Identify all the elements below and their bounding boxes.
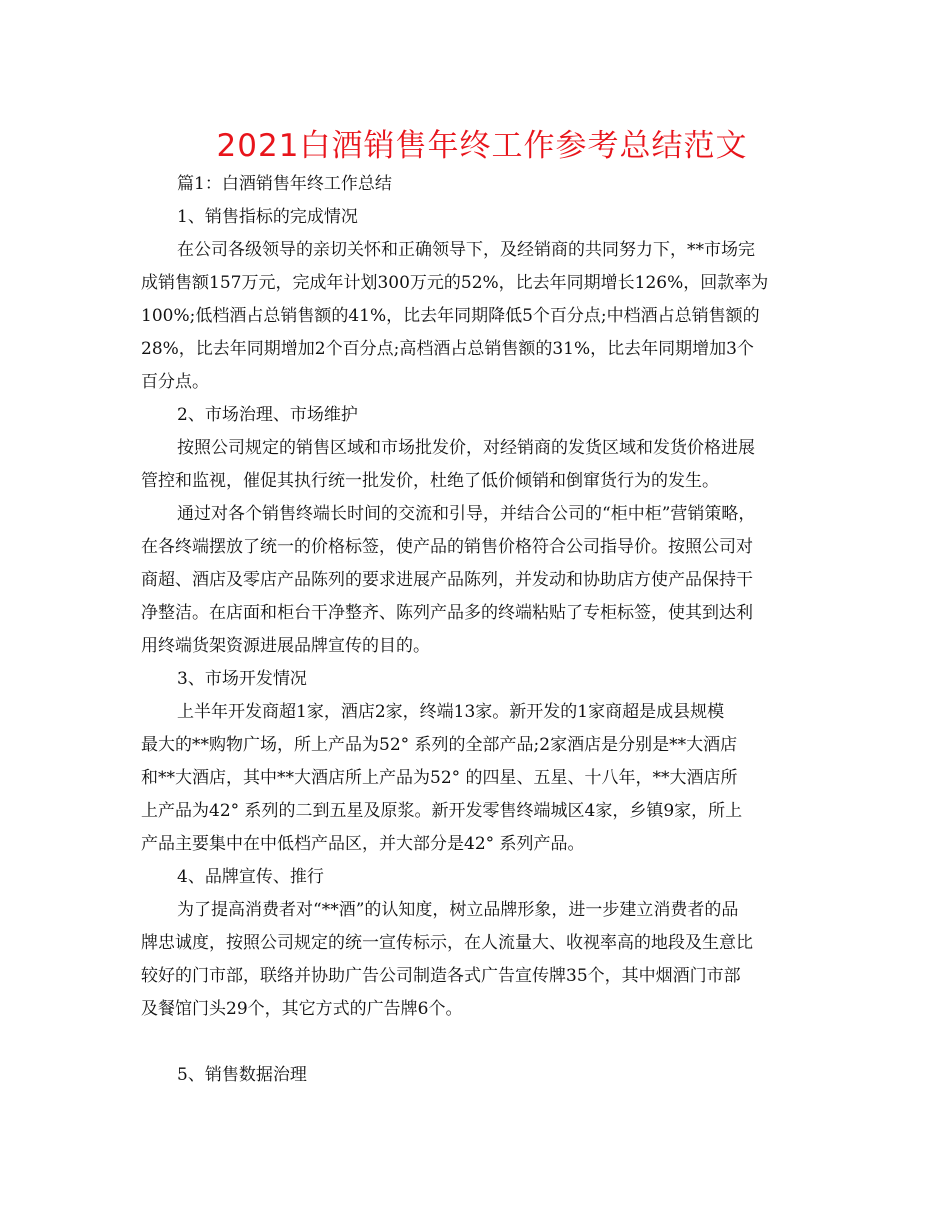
paragraph-line: 28%，比去年同期增加2个百分点;高档酒占总销售额的31%，比去年同期增加3个 <box>141 339 754 359</box>
paragraph-line: 为了提高消费者对“**酒”的认知度，树立品牌形象，进一步建立消费者的品 <box>177 900 739 920</box>
paragraph-line: 成销售额157万元，完成年计划300万元的52%，比去年同期增长126%，回款率为 <box>141 273 769 293</box>
paragraph-line: 牌忠诚度，按照公司规定的统一宣传标示，在人流量大、收视率高的地段及生意比 <box>141 933 753 953</box>
paragraph-line: 最大的**购物广场，所上产品为52° 系列的全部产品;2家酒店是分别是**大酒店 <box>141 735 738 755</box>
paragraph-line: 2、市场治理、市场维护 <box>177 405 358 425</box>
paragraph-line: 商超、酒店及零店产品陈列的要求进展产品陈列，并发动和协助店方使产品保持干 <box>141 570 753 590</box>
paragraph-line: 用终端货架资源进展品牌宣传的目的。 <box>141 636 430 656</box>
paragraph-line: 5、销售数据治理 <box>177 1065 307 1085</box>
paragraph-line: 上半年开发商超1家，酒店2家，终端13家。新开发的1家商超是成县规模 <box>177 702 725 722</box>
paragraph-line: 在公司各级领导的亲切关怀和正确领导下，及经销商的共同努力下，**市场完 <box>177 240 755 260</box>
paragraph-line: 4、品牌宣传、推行 <box>177 867 324 887</box>
paragraph-line: 上产品为42° 系列的二到五星及原浆。新开发零售终端城区4家，乡镇9家，所上 <box>141 801 743 821</box>
paragraph-line: 管控和监视，催促其执行统一批发价，杜绝了低价倾销和倒窜货行为的发生。 <box>141 471 719 491</box>
paragraph-line: 净整洁。在店面和柜台干净整齐、陈列产品多的终端粘贴了专柜标签，使其到达利 <box>141 603 753 623</box>
paragraph-line: 产品主要集中在中低档产品区，并大部分是42° 系列产品。 <box>141 834 585 854</box>
document-title: 2021白酒销售年终工作参考总结范文 <box>216 128 748 164</box>
paragraph-line: 及餐馆门头29个，其它方式的广告牌6个。 <box>141 999 463 1019</box>
document-body <box>141 168 823 1092</box>
paragraph-line: 100%;低档酒占总销售额的41%，比去年同期降低5个百分点;中档酒占总销售额的 <box>141 306 760 326</box>
paragraph-line: 在各终端摆放了统一的价格标签，使产品的销售价格符合公司指导价。按照公司对 <box>141 537 753 557</box>
paragraph-line: 百分点。 <box>141 372 209 392</box>
paragraph-line: 通过对各个销售终端长时间的交流和引导，并结合公司的“柜中柜”营销策略， <box>177 504 756 524</box>
blank-line <box>141 1026 823 1059</box>
paragraph-line: 较好的门市部，联络并协助广告公司制造各式广告宣传牌35个，其中烟酒门市部 <box>141 966 741 986</box>
paragraph-line: 1、销售指标的完成情况 <box>177 207 358 227</box>
paragraph-line: 按照公司规定的销售区域和市场批发价，对经销商的发货区域和发货价格进展 <box>177 438 755 458</box>
paragraph-line: 篇1：白酒销售年终工作总结 <box>177 174 392 194</box>
paragraph-line: 3、市场开发情况 <box>177 669 307 689</box>
paragraph-line: 和**大酒店，其中**大酒店所上产品为52° 的四星、五星、十八年，**大酒店所 <box>141 768 738 788</box>
